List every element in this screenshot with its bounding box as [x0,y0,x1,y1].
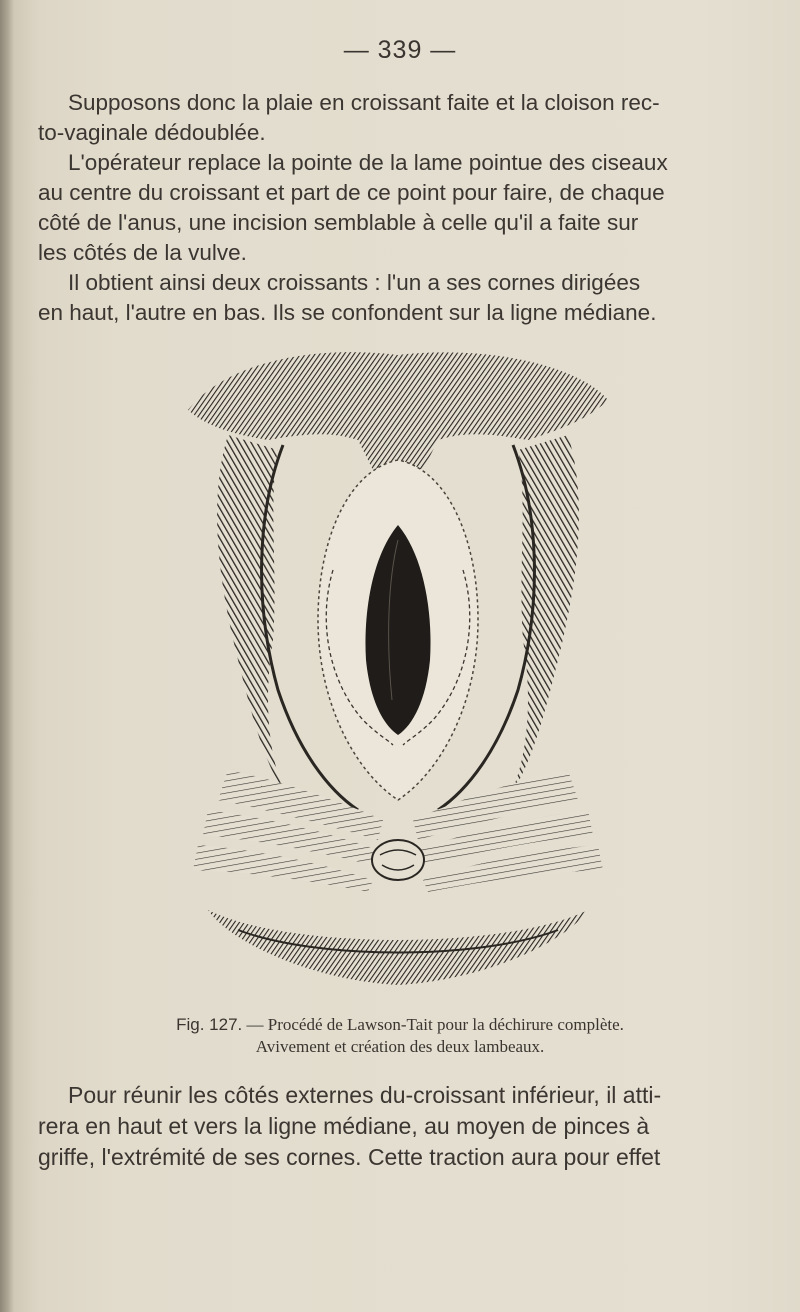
text-line: les côtés de la vulve. [38,240,247,265]
text-line: côté de l'anus, une incision semblable à celle qu'il a faite sur [38,210,639,235]
figure-label: Fig. 127. [176,1015,243,1034]
text-line: au centre du croissant et part de ce point pour faire, de chaque [38,180,665,205]
hair-left [217,435,288,800]
anatomical-illustration [168,340,628,990]
text-line: to-vaginale dédoublée. [38,120,266,145]
text-line: rera en haut et vers la ligne médiane, au moyen de pinces à [38,1113,650,1139]
anus [372,840,424,880]
lower-crescent [208,910,588,985]
figure-caption [0,1014,800,1058]
text-line: L'opérateur replace la pointe de la lame pointue des ciseaux [68,150,668,175]
caption-subtitle: Avivement et création des deux lambeaux. [255,1037,545,1056]
text-line: en haut, l'autre en bas. Ils se confondent sur la ligne médiane. [38,300,657,325]
text-line: griffe, l'extrémité de ses cornes. Cette traction aura pour effet [38,1144,661,1170]
caption-text: — Procédé de Lawson-Tait pour la déchirure complète. [246,1015,624,1034]
page-number: — 339 — [343,36,457,64]
hair-right [508,435,579,800]
text-line: Il obtient ainsi deux croissants : l'un a ses cornes dirigées [68,270,641,295]
bottom-text-block [38,1080,768,1173]
binding-edge [0,0,14,1312]
text-line: Pour réunir les côtés externes du-croissant inférieur, il atti- [68,1082,662,1108]
top-text-block [38,88,768,328]
text-line: Supposons donc la plaie en croissant faite et la cloison rec- [68,90,660,115]
